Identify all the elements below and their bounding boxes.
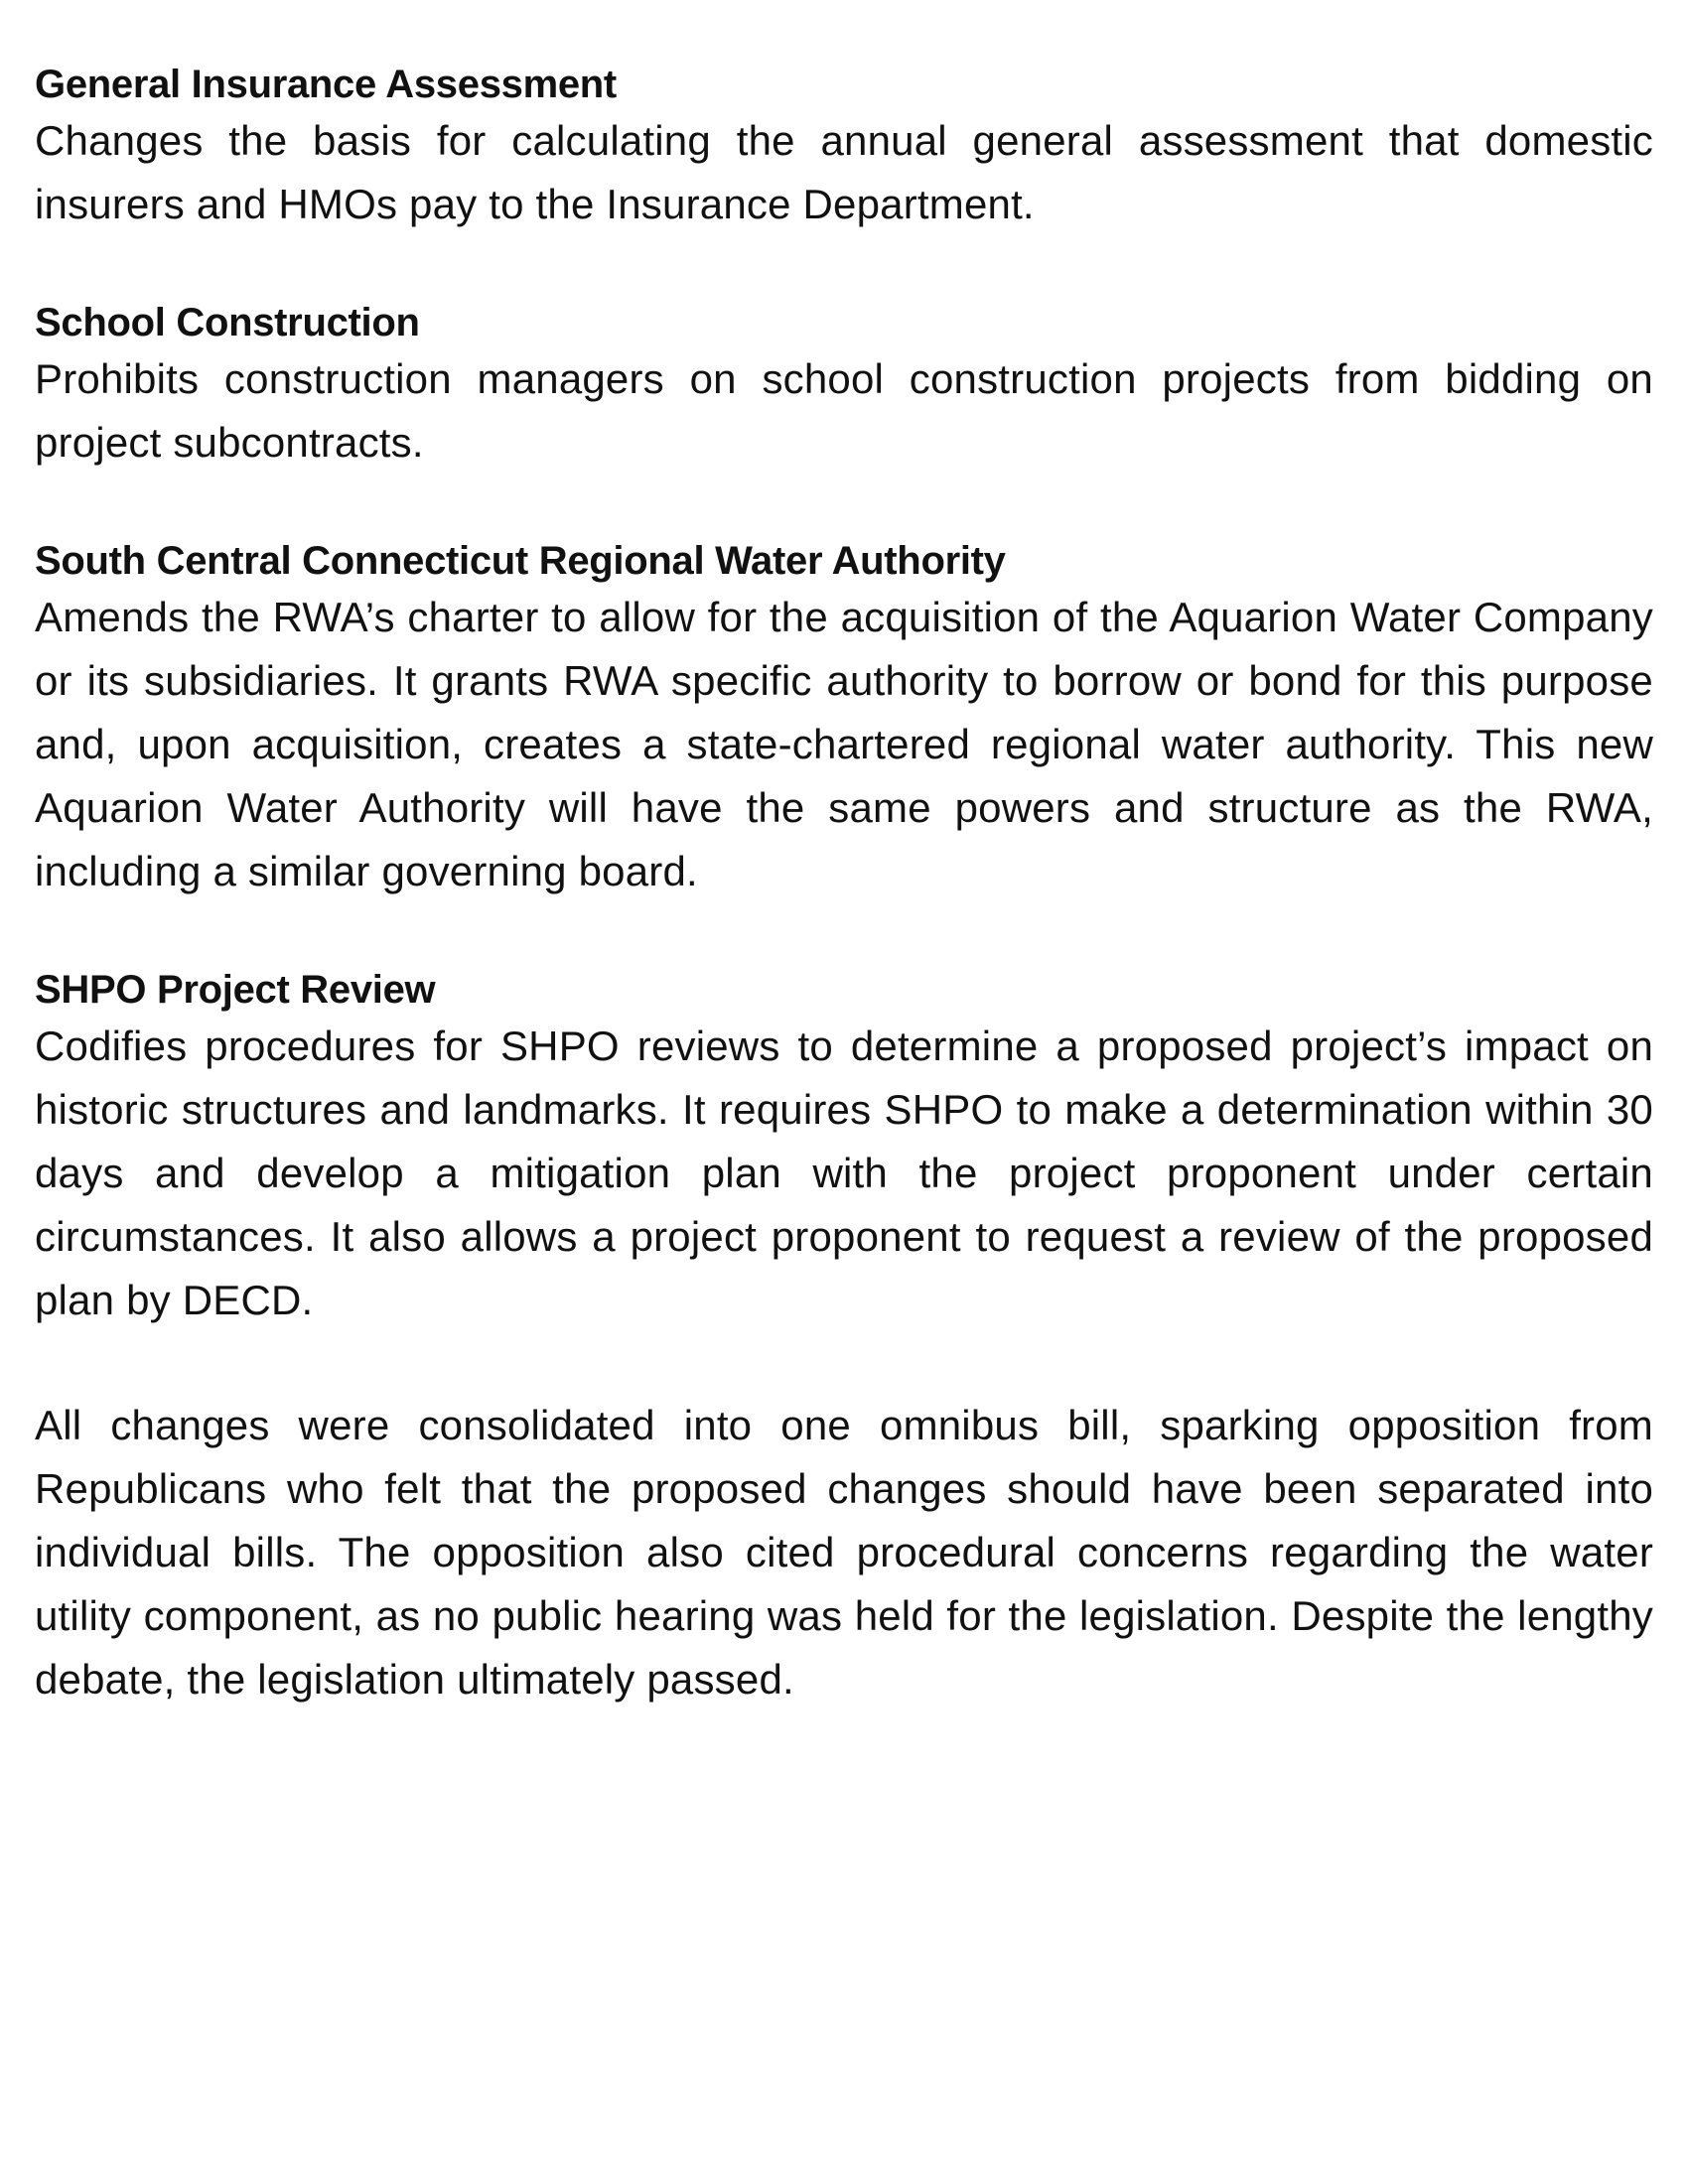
section-heading: South Central Connecticut Regional Water Authority xyxy=(35,539,1006,583)
section-heading: General Insurance Assessment xyxy=(35,63,617,106)
document-page xyxy=(35,60,1653,1711)
section-heading: SHPO Project Review xyxy=(35,968,436,1012)
section-general-insurance-assessment xyxy=(35,60,1653,236)
section-school-construction xyxy=(35,298,1653,475)
closing-paragraph: All changes were consolidated into one omnibus bill, sparking opposition from Republicans who felt that the proposed changes should have been separated into individual bills. The opposition also cited procedural concerns regarding the water utility component, as no public hearing was held for the legislation. Despite the lengthy debate, the legislation ultimately passed. xyxy=(35,1402,1653,1703)
section-regional-water-authority xyxy=(35,536,1653,903)
section-shpo-project-review xyxy=(35,965,1653,1332)
section-body: Changes the basis for calculating the annual general assessment that domestic insurers and HMOs pay to the Insurance Department. xyxy=(35,117,1653,227)
section-body: Codifies procedures for SHPO reviews to determine a proposed project’s impact on historic structures and landmarks. It requires SHPO to make a determination within 30 days and develop a mitigation plan with the project proponent under certain circumstances. It also allows a project proponent to request a review of the proposed plan by DECD. xyxy=(35,1023,1653,1323)
section-heading: School Construction xyxy=(35,301,420,344)
section-body: Prohibits construction managers on school construction projects from bidding on project subcontracts. xyxy=(35,355,1653,466)
section-body: Amends the RWA’s charter to allow for the acquisition of the Aquarion Water Company or its subsidiaries. It grants RWA specific authority to borrow or bond for this purpose and, upon acquisition, creates a state-chartered regional water authority. This new Aquarion Water Authority will have the same powers and structure as the RWA, including a similar governing board. xyxy=(35,594,1653,894)
